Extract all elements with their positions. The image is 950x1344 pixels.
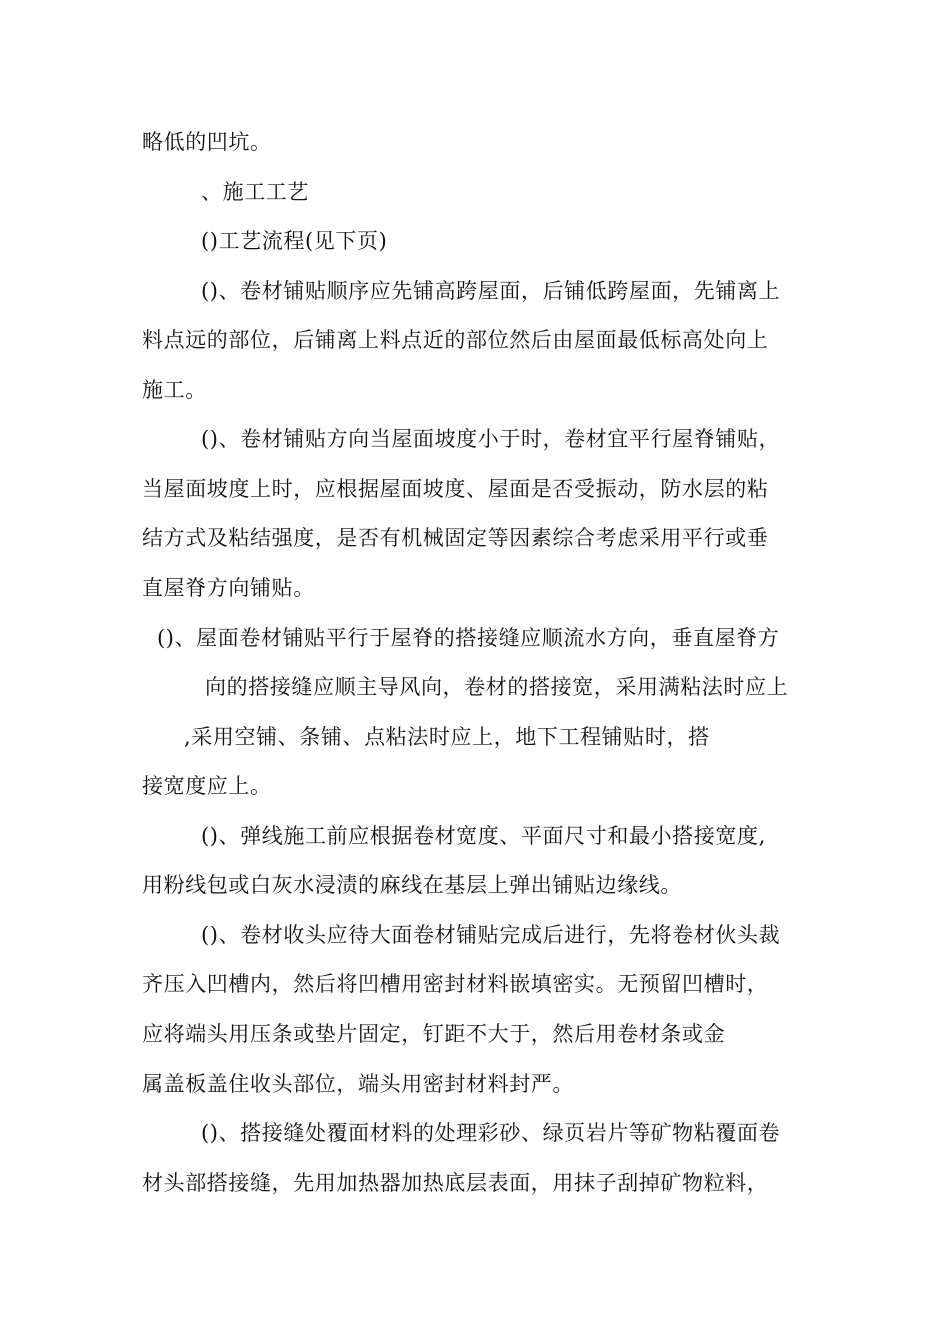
paragraph-line: ()、卷材铺贴顺序应先铺高跨屋面，后铺低跨屋面，先铺离上 xyxy=(201,279,781,303)
paragraph-line: 当屋面坡度上时，应根据屋面坡度、屋面是否受振动，防水层的粘 xyxy=(142,477,769,501)
paragraph-line: 用粉线包或白灰水浸渍的麻线在基层上弹出铺贴边缘线。 xyxy=(142,873,682,897)
paragraph-line: 接宽度应上。 xyxy=(142,774,272,798)
paragraph-line: 属盖板盖住收头部位，端头用密封材料封严。 xyxy=(142,1072,574,1096)
paragraph-line: 直屋脊方向铺贴。 xyxy=(142,576,315,600)
paragraph-line: ,采用空铺、条铺、点粘法时应上，地下工程铺贴时，搭 xyxy=(184,725,710,749)
paragraph-line: 应将端头用压条或垫片固定，钉距不大于，然后用卷材条或金 xyxy=(142,1022,726,1046)
paragraph-line: ()、弹线施工前应根据卷材宽度、平面尺寸和最小搭接宽度, xyxy=(201,824,766,848)
paragraph-line: 向的搭接缝应顺主导风向，卷材的搭接宽，采用满粘法时应上 xyxy=(205,675,789,699)
paragraph-line: ()、搭接缝处覆面材料的处理彩砂、绿页岩片等矿物粘覆面卷 xyxy=(201,1121,781,1145)
paragraph-line: 齐压入凹槽内，然后将凹槽用密封材料嵌填密实。无预留凹槽时， xyxy=(142,972,769,996)
paragraph-line: ()、卷材铺贴方向当屋面坡度小于时，卷材宜平行屋脊铺贴， xyxy=(201,427,781,451)
subsection-heading: ()工艺流程(见下页) xyxy=(201,229,388,253)
paragraph-line: 材头部搭接缝，先用加热器加热底层表面，用抹子刮掉矿物粒料， xyxy=(142,1171,769,1195)
paragraph-line: ()、卷材收头应待大面卷材铺贴完成后进行，先将卷材伙头裁 xyxy=(201,923,781,947)
paragraph-line: 结方式及粘结强度，是否有机械固定等因素综合考虑采用平行或垂 xyxy=(142,526,769,550)
paragraph-line: 料点远的部位，后铺离上料点近的部位然后由屋面最低标高处向上 xyxy=(142,328,769,352)
text-line: 略低的凹坑。 xyxy=(142,130,272,154)
paragraph-line: 施工。 xyxy=(142,378,207,402)
section-heading: 、施工工艺 xyxy=(201,180,309,204)
paragraph-line: ()、屋面卷材铺贴平行于屋脊的搭接缝应顺流水方向，垂直屋脊方 xyxy=(157,626,780,650)
